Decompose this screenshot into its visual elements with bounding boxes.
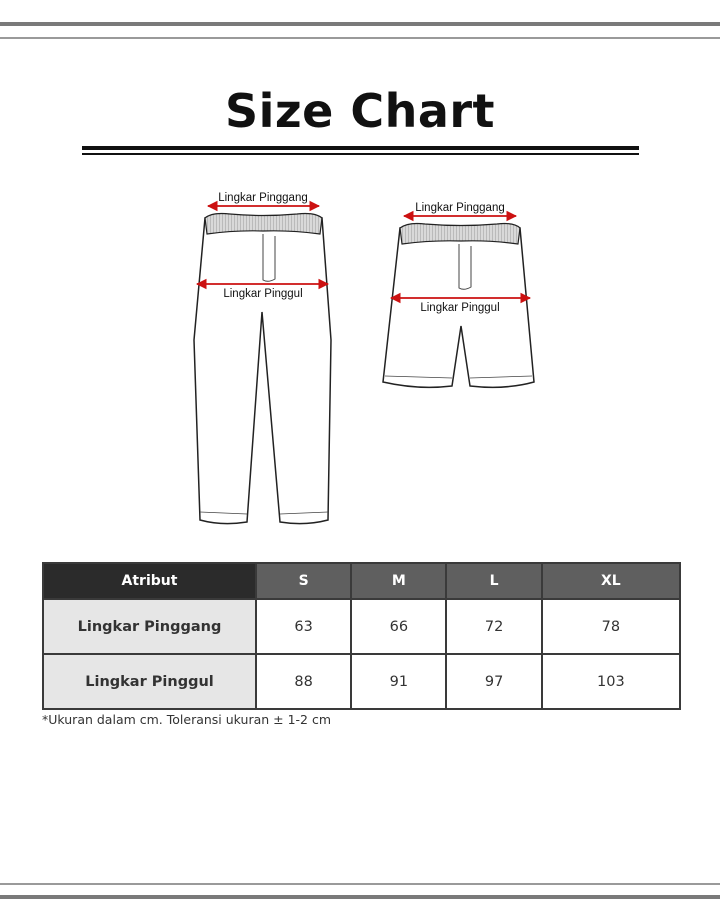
- header-size-l: L: [446, 563, 541, 599]
- table-cell: 91: [351, 654, 446, 709]
- table-row: [43, 654, 680, 709]
- top-border-thick: [0, 22, 720, 26]
- header-atribut: Atribut: [43, 563, 256, 599]
- top-border-thin: [0, 37, 720, 39]
- header-size-xl: XL: [542, 563, 680, 599]
- table-cell: 63: [256, 599, 351, 654]
- table-cell: 72: [446, 599, 541, 654]
- garment-illustrations: [0, 180, 720, 540]
- table-cell: 66: [351, 599, 446, 654]
- table-cell: 97: [446, 654, 541, 709]
- table-cell: 88: [256, 654, 351, 709]
- short-pants-waist-label: Lingkar Pinggang: [415, 202, 505, 214]
- garment-svg: [0, 180, 720, 540]
- short-pants-drawing: [383, 202, 534, 387]
- size-table: [42, 562, 681, 710]
- bottom-border-thin: [0, 883, 720, 885]
- header-size-m: M: [351, 563, 446, 599]
- size-note: *Ukuran dalam cm. Toleransi ukuran ± 1-2 cm: [42, 712, 332, 727]
- header-size-s: S: [256, 563, 351, 599]
- long-pants-waist-label: Lingkar Pinggang: [218, 192, 308, 204]
- row-label-waist: Lingkar Pinggang: [43, 599, 256, 654]
- bottom-border-thick: [0, 895, 720, 899]
- table-cell: 103: [542, 654, 680, 709]
- table-row: [43, 599, 680, 654]
- title-rule-thick: [82, 146, 639, 150]
- row-label-hip: Lingkar Pinggul: [43, 654, 256, 709]
- table-cell: 78: [542, 599, 680, 654]
- long-pants-hip-label: Lingkar Pinggul: [223, 288, 303, 300]
- table-header-row: [43, 563, 680, 599]
- long-pants-drawing: [194, 192, 331, 524]
- short-pants-hip-label: Lingkar Pinggul: [420, 302, 500, 314]
- page-title: Size Chart: [224, 84, 496, 138]
- title-rule-thin: [82, 153, 639, 155]
